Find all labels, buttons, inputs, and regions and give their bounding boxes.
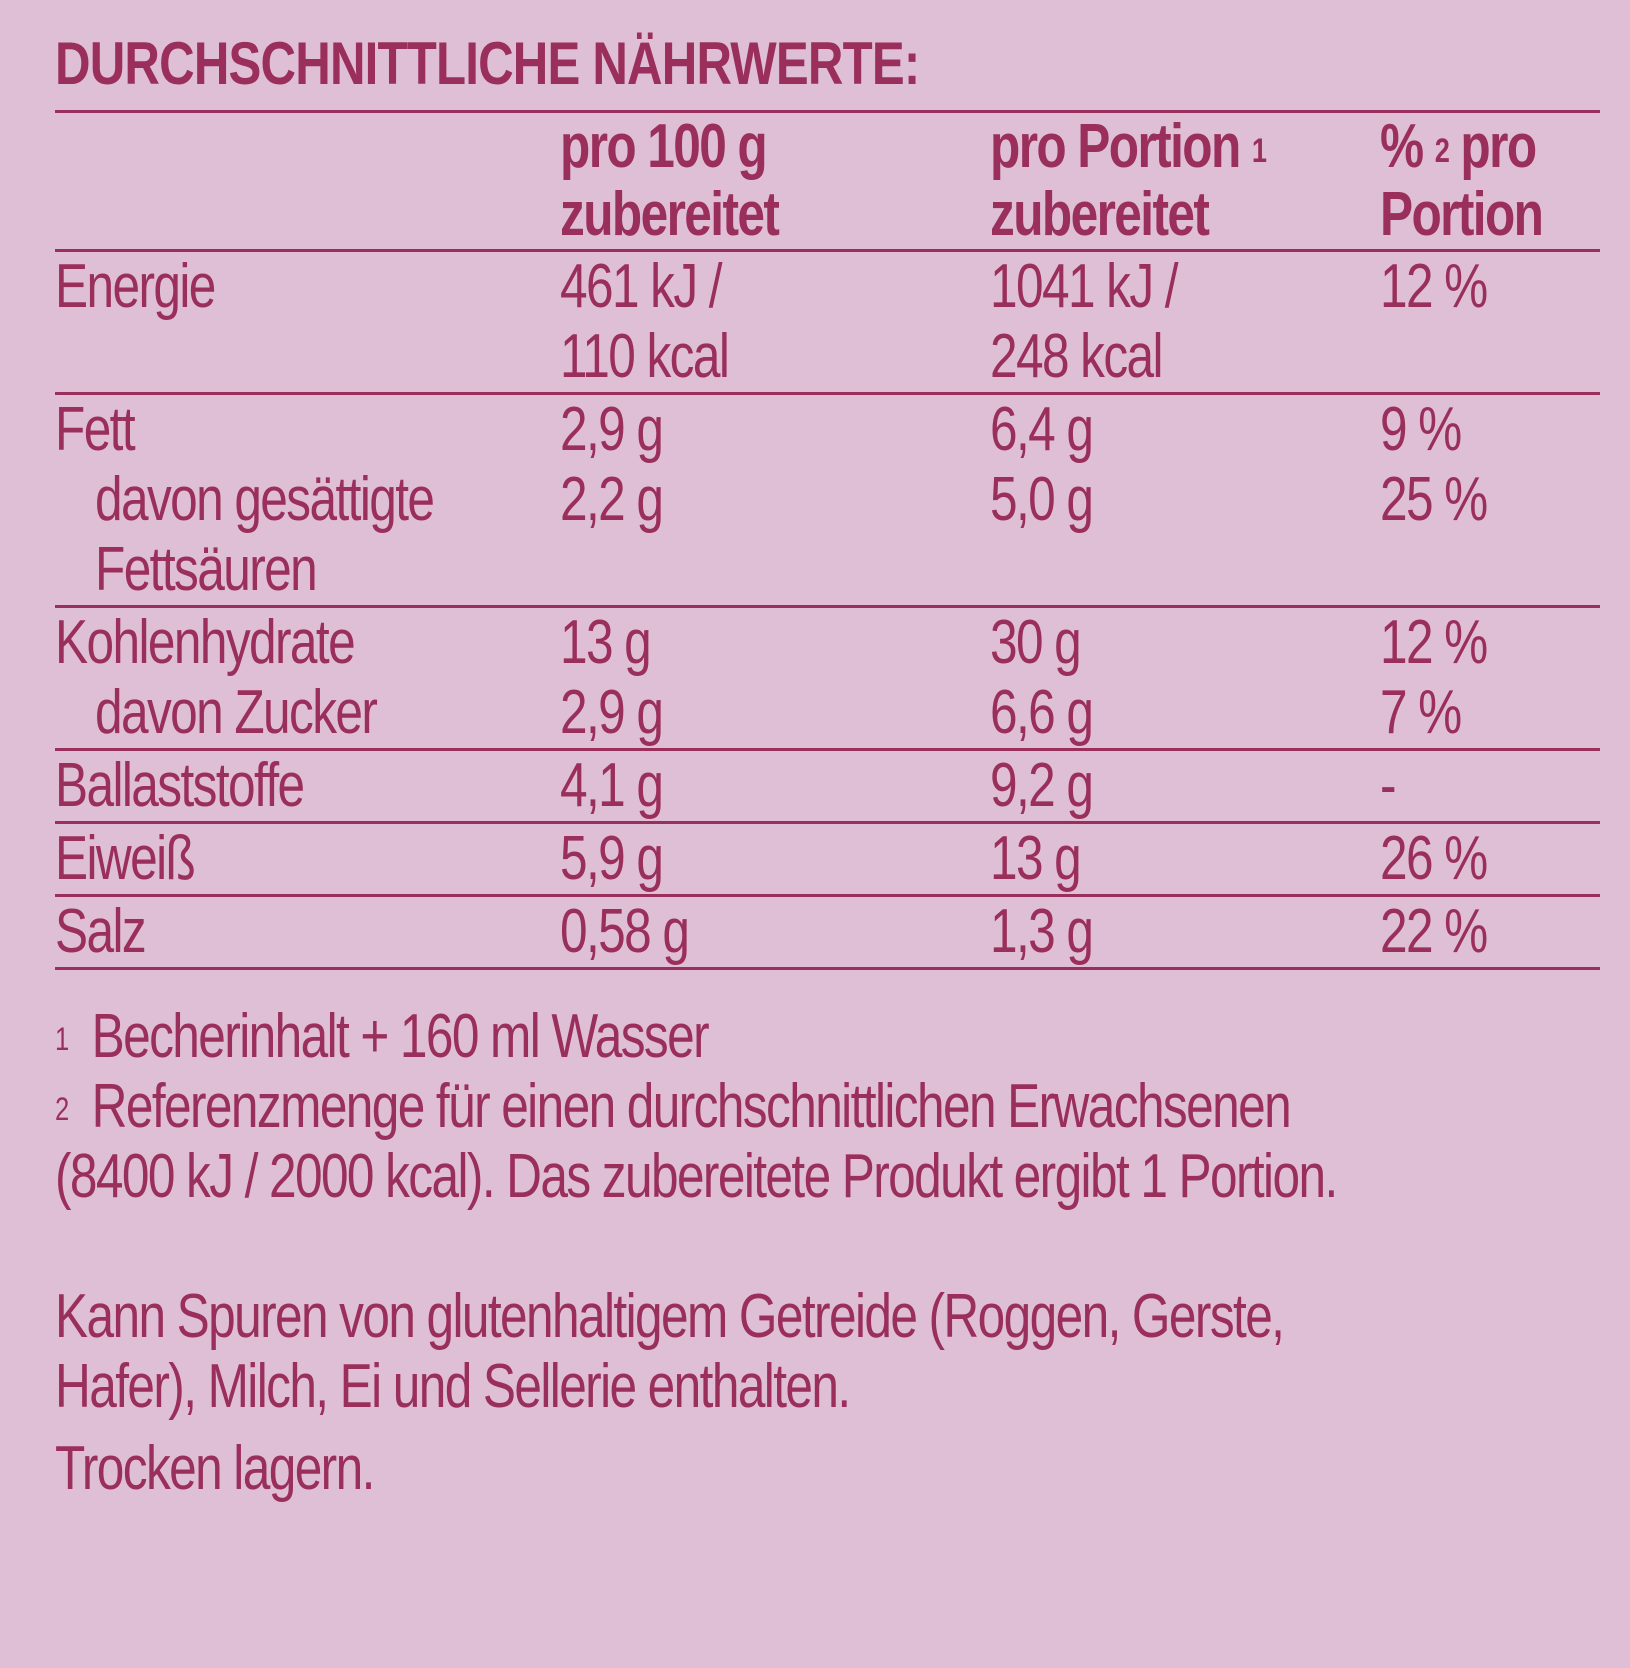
header-per-100g-line1: pro 100 g (560, 112, 767, 181)
footnote-2-continuation: (8400 kJ / 2000 kcal). Das zubereitete Produkt ergibt 1 Portion. (55, 1142, 1337, 1211)
row-portion-fett (990, 394, 1380, 607)
header-per-portion (990, 112, 1380, 251)
row-label-fett (55, 394, 560, 607)
energie-per100-kcal: 110 kcal (560, 322, 729, 391)
fett-sub-per100: 2,2 g (560, 465, 663, 534)
ballast-per100: 4,1 g (560, 751, 663, 820)
header-per-portion-line2: zubereitet (990, 180, 1209, 249)
eiweiss-portion: 13 g (990, 824, 1081, 893)
spacer-small (55, 1422, 1600, 1434)
row-per100-eiweiss (560, 823, 990, 896)
energie-portion-kcal: 248 kcal (990, 322, 1162, 391)
ballast-pct: - (1380, 751, 1395, 820)
salz-pct: 22 % (1380, 897, 1487, 966)
row-pct-fett (1380, 394, 1600, 607)
row-pct-energie (1380, 251, 1600, 394)
energie-portion-kj: 1041 kJ / (990, 252, 1177, 321)
row-label-eiweiss (55, 823, 560, 896)
table-row-kohlenhydrate (55, 607, 1600, 750)
nutrition-table (55, 110, 1600, 970)
fett-label: Fett (55, 395, 135, 464)
eiweiss-per100: 5,9 g (560, 824, 663, 893)
row-per100-salz (560, 896, 990, 969)
header-per-100g-line2: zubereitet (560, 180, 779, 249)
salz-per100: 0,58 g (560, 897, 689, 966)
allergen-line-1: Kann Spuren von glutenhaltigem Getreide (Roggen, Gerste, (55, 1282, 1284, 1351)
row-portion-eiweiss (990, 823, 1380, 896)
row-portion-energie (990, 251, 1380, 394)
footnote-2 (55, 1072, 1291, 1142)
header-percent-sign: % (1380, 112, 1423, 181)
table-row-ballaststoffe (55, 750, 1600, 823)
row-label-salz (55, 896, 560, 969)
kh-sub-label: davon Zucker (95, 678, 377, 747)
footnote-2-number: 2 (55, 1091, 68, 1127)
header-percent-pro: pro (1460, 112, 1536, 181)
eiweiss-label: Eiweiß (55, 824, 195, 893)
row-label-kh (55, 607, 560, 750)
row-portion-ballast (990, 750, 1380, 823)
fett-portion: 6,4 g (990, 395, 1093, 464)
kh-sub-portion: 6,6 g (990, 678, 1093, 747)
footnote-1-number: 1 (55, 1021, 68, 1057)
allergen-line-2: Hafer), Milch, Ei und Sellerie enthalten. (55, 1352, 850, 1421)
storage-instruction: Trocken lagern. (55, 1434, 374, 1503)
footnote-1-text: Becherinhalt + 160 ml Wasser (91, 1002, 709, 1071)
fett-sub-pct: 25 % (1380, 465, 1487, 534)
row-pct-salz (1380, 896, 1600, 969)
kh-portion: 30 g (990, 608, 1081, 677)
table-row-fett (55, 394, 1600, 607)
fett-sub-portion: 5,0 g (990, 465, 1093, 534)
row-label-ballast (55, 750, 560, 823)
kh-sub-pct: 7 % (1380, 678, 1461, 747)
nutrition-label (55, 28, 1600, 1504)
table-row-salz (55, 896, 1600, 969)
eiweiss-pct: 26 % (1380, 824, 1487, 893)
row-per100-fett (560, 394, 990, 607)
energie-pct: 12 % (1380, 252, 1487, 321)
footnote-ref-2: 2 (1434, 132, 1449, 170)
fett-pct: 9 % (1380, 395, 1461, 464)
footnote-ref-1: 1 (1251, 132, 1266, 170)
table-header-row (55, 112, 1600, 251)
kh-sub-per100: 2,9 g (560, 678, 663, 747)
row-pct-ballast (1380, 750, 1600, 823)
header-per-100g (560, 112, 990, 251)
kh-per100: 13 g (560, 608, 651, 677)
row-pct-kh (1380, 607, 1600, 750)
kh-label: Kohlenhydrate (55, 608, 355, 677)
fett-sub-label-line1: davon gesättigte (95, 465, 434, 534)
row-portion-salz (990, 896, 1380, 969)
header-percent-line2: Portion (1380, 180, 1543, 249)
page-title: DURCHSCHNITTLICHE NÄHRWERTE: (55, 30, 920, 97)
row-pct-eiweiss (1380, 823, 1600, 896)
header-per-portion-text: pro Portion (990, 112, 1240, 181)
header-percent-line1 (1380, 113, 1556, 181)
table-row-eiweiss (55, 823, 1600, 896)
fett-per100: 2,9 g (560, 395, 663, 464)
header-per-portion-line1 (990, 113, 1302, 181)
energie-label: Energie (55, 252, 215, 321)
ballast-portion: 9,2 g (990, 751, 1093, 820)
row-label-energie (55, 251, 560, 394)
header-empty-cell (55, 112, 560, 251)
header-percent-portion (1380, 112, 1600, 251)
footnote-1 (55, 1002, 1291, 1072)
row-per100-kh (560, 607, 990, 750)
spacer (55, 1212, 1600, 1282)
kh-pct: 12 % (1380, 608, 1487, 677)
row-portion-kh (990, 607, 1380, 750)
fett-sub-label-line2: Fettsäuren (95, 535, 317, 604)
row-per100-ballast (560, 750, 990, 823)
table-row-energie (55, 251, 1600, 394)
footnote-2-text: Referenzmenge für einen durchschnittlichen Erwachsenen (91, 1072, 1291, 1141)
row-per100-energie (560, 251, 990, 394)
salz-portion: 1,3 g (990, 897, 1093, 966)
salz-label: Salz (55, 897, 146, 966)
ballast-label: Ballaststoffe (55, 751, 304, 820)
energie-per100-kj: 461 kJ / (560, 252, 721, 321)
footnotes (55, 1002, 1600, 1504)
